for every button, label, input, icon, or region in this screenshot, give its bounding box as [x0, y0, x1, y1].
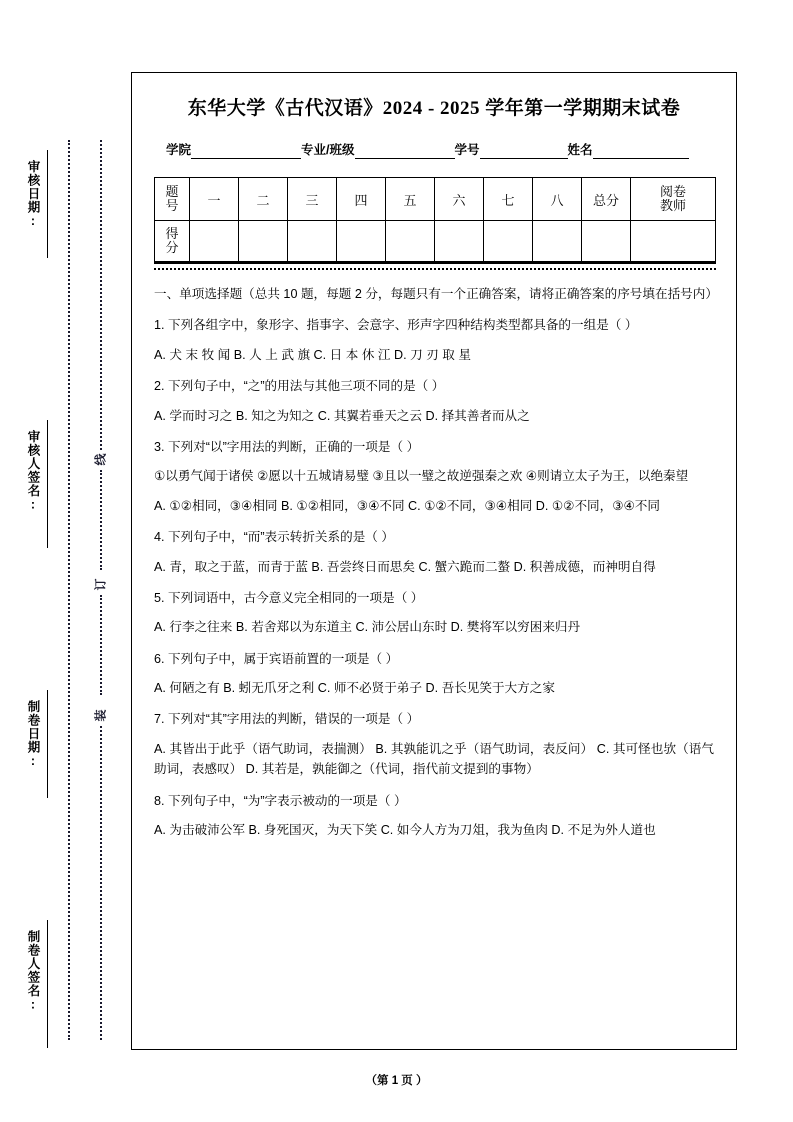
question-2-options[interactable]: A. 学而时习之 B. 知之为知之 C. 其翼若垂天之云 D. 择其善者而从之 — [154, 408, 530, 423]
score-cell-5[interactable] — [386, 221, 435, 262]
question-5-options[interactable]: A. 行李之往来 B. 若舍郑以为东道主 C. 沛公居山东时 D. 樊将军以穷困来归丹 — [154, 620, 581, 635]
page-footer: （第 1 页 ） — [365, 1075, 428, 1087]
seal-line-outer — [68, 140, 70, 1040]
question-3 — [154, 437, 714, 516]
question-4-options[interactable]: A. 青，取之于蓝，而青于蓝 B. 吾尝终日而思矣 C. 蟹六跪而二螯 D. 积善成德，而神明自得 — [154, 559, 656, 574]
score-cell-3[interactable] — [288, 221, 337, 262]
column-header-8: 八 — [533, 178, 582, 221]
column-header-6: 六 — [435, 178, 484, 221]
question-5-stem: 5. 下列词语中，古今意义完全相同的一项是（ ） — [154, 590, 424, 605]
seal-line-inner-top — [100, 140, 102, 450]
major-class-field[interactable] — [301, 140, 454, 159]
row-header-question-number: 题 号 — [155, 178, 190, 221]
table-row-scores — [155, 221, 716, 262]
score-cell-6[interactable] — [435, 221, 484, 262]
reviewer-signature-rule — [47, 420, 48, 548]
score-cell-grader[interactable] — [631, 221, 716, 262]
column-header-total: 总分 — [582, 178, 631, 221]
column-header-7: 七 — [484, 178, 533, 221]
score-cell-1[interactable] — [190, 221, 239, 262]
question-6 — [154, 649, 714, 699]
review-date-rule — [47, 150, 48, 258]
college-input[interactable] — [191, 145, 301, 159]
column-header-grader: 阅卷 教师 — [631, 178, 716, 221]
question-2 — [154, 376, 714, 426]
score-cell-4[interactable] — [337, 221, 386, 262]
production-date-label: 制卷日期: — [26, 700, 40, 769]
exam-title: 东华大学《古代汉语》2024 - 2025 学年第一学期期末试卷 — [187, 98, 681, 119]
question-5 — [154, 588, 714, 638]
student-id-field[interactable] — [455, 140, 568, 159]
student-name-label: 姓名 — [567, 143, 593, 157]
score-cell-total[interactable] — [582, 221, 631, 262]
reviewer-signature-label: 审核人签名: — [26, 430, 40, 513]
section-heading: 一、单项选择题（总共 10 题，每题 2 分，每题只有一个正确答案，请将正确答案的序号填在括号内） — [154, 287, 718, 301]
question-8-stem: 8. 下列句子中，“为”字表示被动的一项是（ ） — [154, 793, 407, 808]
student-info-row — [166, 140, 710, 159]
college-field[interactable] — [166, 140, 301, 159]
student-name-input[interactable] — [593, 145, 689, 159]
question-7-options[interactable]: A. 其皆出于此乎（语气助词，表揣测） B. 其孰能讥之乎（语气助词，表反问） C. 其可怪也欤（语气助词，表感叹） D. 其若是，孰能御之（代词，指代前文提到的事物） — [154, 741, 714, 777]
question-6-options[interactable]: A. 何陋之有 B. 蚓无爪牙之利 C. 师不必贤于弟子 D. 吾长见笑于大方之家 — [154, 681, 555, 696]
seal-line-inner-mid-b — [100, 595, 102, 695]
score-cell-7[interactable] — [484, 221, 533, 262]
score-table — [154, 177, 716, 262]
question-3-stem: 3. 下列对“以”字用法的判断，正确的一项是（ ） — [154, 439, 420, 454]
student-id-label: 学号 — [454, 143, 480, 157]
thick-divider — [154, 262, 716, 264]
score-cell-2[interactable] — [239, 221, 288, 262]
table-row-question-numbers — [155, 178, 716, 221]
column-header-3: 三 — [288, 178, 337, 221]
column-header-1: 一 — [190, 178, 239, 221]
question-7 — [154, 709, 714, 779]
column-header-5: 五 — [386, 178, 435, 221]
major-class-label: 专业/班级 — [301, 143, 355, 157]
question-2-stem: 2. 下列句子中，“之”的用法与其他三项不同的是（ ） — [154, 379, 445, 394]
college-label: 学院 — [166, 143, 192, 157]
student-name-field[interactable] — [568, 140, 689, 159]
question-4-stem: 4. 下列句子中，“而”表示转折关系的是（ ） — [154, 530, 394, 545]
exam-paper-frame — [131, 72, 737, 1050]
question-body — [154, 284, 718, 840]
producer-signature-label: 制卷人签名: — [26, 930, 40, 1013]
left-margin-labels — [0, 0, 60, 1122]
seal-char-ding: 订 — [91, 577, 110, 593]
score-cell-8[interactable] — [533, 221, 582, 262]
question-8-options[interactable]: A. 为击破沛公军 B. 身死国灭，为天下笑 C. 如今人方为刀俎，我为鱼肉 D. 不足为外人道也 — [154, 823, 656, 838]
seal-char-xian: 线 — [91, 452, 110, 468]
producer-signature-rule — [47, 920, 48, 1048]
seal-line-inner-bottom — [100, 726, 102, 1040]
score-table-wrap — [154, 177, 716, 262]
question-3-material: ①以勇气闻于诸侯 ②愿以十五城请易璧 ③且以一璧之故逆强秦之欢 ④则请立太子为王，以绝秦望 — [154, 469, 689, 484]
question-7-stem: 7. 下列对“其”字用法的判断，错误的一项是（ ） — [154, 712, 420, 727]
review-date-label: 审核日期: — [26, 160, 40, 229]
question-1 — [154, 315, 714, 365]
row-header-score: 得 分 — [155, 221, 190, 262]
student-id-input[interactable] — [480, 145, 568, 159]
dotted-divider — [154, 268, 716, 270]
seal-line-inner-mid-a — [100, 470, 102, 570]
column-header-2: 二 — [239, 178, 288, 221]
question-1-stem: 1. 下列各组字中，象形字、指事字、会意字、形声字四种结构类型都具备的一组是（ ） — [154, 318, 638, 333]
question-1-options[interactable]: A. 犬 末 牧 闻 B. 人 上 武 旗 C. 日 本 休 江 D. 刀 刃 取 星 — [154, 347, 471, 362]
production-date-rule — [47, 690, 48, 798]
major-class-input[interactable] — [355, 145, 455, 159]
column-header-4: 四 — [337, 178, 386, 221]
question-3-options[interactable]: A. ①②相同，③④相同 B. ①②相同，③④不同 C. ①②不同，③④相同 D. ①②不同，③④不同 — [154, 498, 660, 513]
question-8 — [154, 791, 714, 841]
seal-char-zhuang: 装 — [91, 708, 110, 724]
question-6-stem: 6. 下列句子中，属于宾语前置的一项是（ ） — [154, 651, 399, 666]
question-4 — [154, 527, 714, 577]
